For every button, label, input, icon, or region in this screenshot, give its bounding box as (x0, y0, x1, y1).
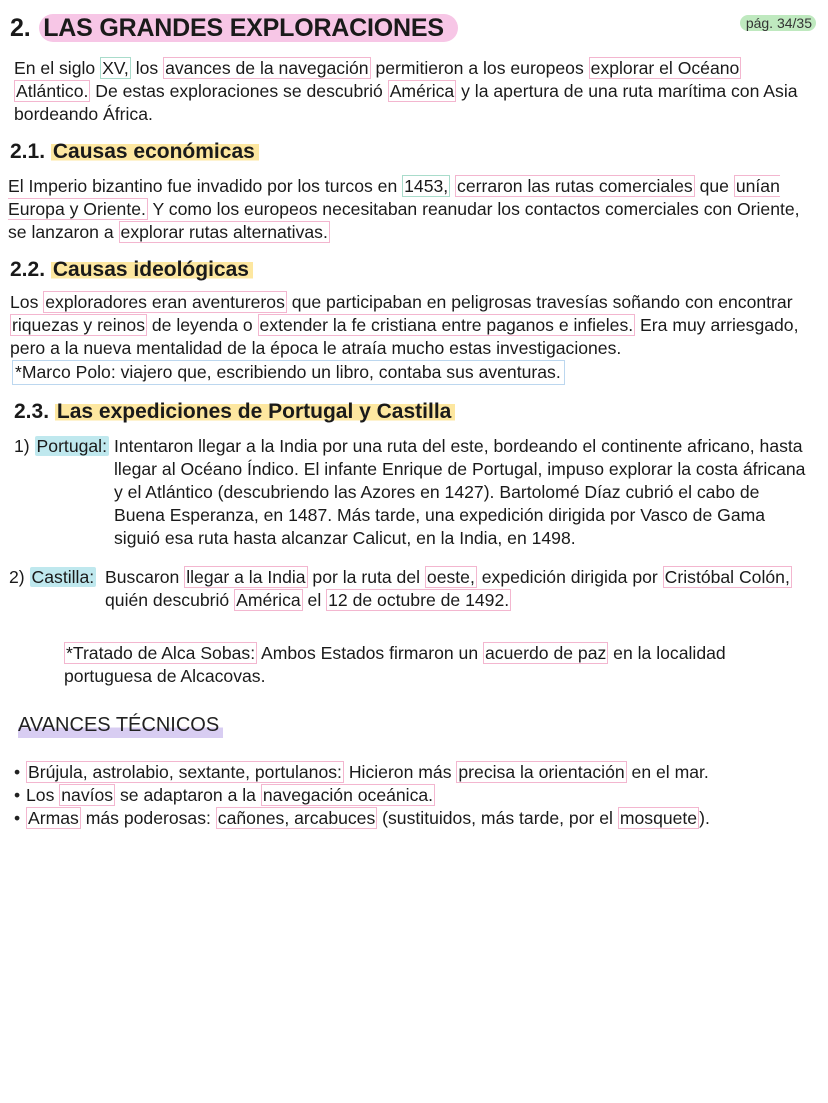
section-2-2-paragraph (10, 291, 820, 385)
keyword-fe-cristiana: extender la fe cristiana entre paganos e infieles. (259, 315, 634, 335)
text: se adaptaron a la (115, 785, 261, 805)
keyword-tratado: *Tratado de Alca Sobas: (66, 643, 256, 663)
castilla-text (105, 566, 805, 612)
portugal-label: Portugal: (36, 436, 107, 456)
section-number: 2.3. (14, 400, 50, 423)
portugal-text: Intentaron llegar a la India por una ruta del este, bordeando el continente africano, hasta llegar al Océano Índico. El infante Enrique de Portugal, impuso explorar la costa áfricana y el Atlántico (descubriendo las Azores en 1427). Bartolomé Díaz cubrió el cabo de Buena Esperanza, en 1487. Más tarde, una expedición dirigida por Vasco de Gama siguió esa ruta hasta alcanzar Calicut, en la India, en 1498. (114, 436, 806, 548)
castilla-item (9, 566, 820, 616)
text: que (694, 176, 734, 196)
section-2-2-heading (10, 256, 253, 284)
keyword-alternativas: explorar rutas alternativas. (120, 222, 328, 242)
title-text: LAS GRANDES EXPLORACIONES (39, 14, 458, 42)
text: permitieron a los europeos (370, 58, 589, 78)
portugal-label-wrap (14, 435, 109, 458)
section-2-1-paragraph (8, 175, 820, 244)
keyword-explorar: explorar el Océano (590, 58, 740, 78)
section-number: 2.1. (10, 140, 46, 163)
text: por la ruta del (307, 567, 425, 587)
keyword-canones: cañones, arcabuces (217, 808, 376, 828)
text: expedición dirigida por (476, 567, 663, 587)
text: en la localidad portuguesa de Alcacovas. (64, 643, 726, 686)
keyword-navegacion: navegación oceánica. (262, 785, 434, 805)
keyword-1453: 1453, (404, 176, 449, 196)
list-item (14, 784, 710, 807)
text: Y como los europeos necesitaban reanudar los contactos comerciales con Oriente, se lanzaron a (8, 199, 800, 242)
text: Los (26, 785, 60, 805)
text: más poderosas: (80, 808, 216, 828)
keyword-america: América (389, 81, 455, 101)
section-2-1-heading (10, 138, 259, 166)
keyword-instrumentos: Brújula, astrolabio, sextante, portulanos: (28, 762, 342, 782)
keyword-atlantico: Atlántico. (16, 81, 89, 101)
text: Los (10, 292, 44, 312)
text: De estas exploraciones se descubrió (90, 81, 388, 101)
text: Hicieron más (343, 762, 457, 782)
text: y la apertura de una ruta marítima con Asia bordeando África. (14, 81, 798, 124)
text: Era muy arriesgado, pero a la nueva mentalidad de la época le atraía mucho estas investigaciones. (10, 315, 799, 358)
text: Ambos Estados firmaron un (257, 643, 483, 663)
text: En el siglo (14, 58, 101, 78)
keyword-armas: Armas (28, 808, 79, 828)
keyword-mosquete: mosquete (619, 808, 698, 828)
text: Buscaron (105, 567, 185, 587)
keyword-colon: Cristóbal Colón, (664, 567, 790, 587)
section-2-3-heading (14, 398, 455, 426)
keyword-acuerdo: acuerdo de paz (485, 643, 607, 663)
keyword-navios: navíos (61, 785, 114, 805)
section-title: Causas económicas (51, 140, 259, 163)
page-title (10, 12, 458, 44)
keyword-india: llegar a la India (186, 567, 306, 587)
text: el (302, 590, 327, 610)
castilla-label-wrap (9, 566, 96, 589)
section-title: Causas ideológicas (51, 258, 253, 281)
title-number: 2. (10, 14, 31, 42)
text: en el mar. (626, 762, 709, 782)
keyword-america: América (236, 590, 301, 610)
text: los (130, 58, 164, 78)
page-number-badge: pág. 34/35 (740, 15, 816, 31)
keyword-europa-oriente: unían Europa y Oriente. (8, 176, 780, 219)
keyword-fecha: 12 de octubre de 1492. (328, 590, 510, 610)
tratado-note (64, 642, 814, 688)
list-item (14, 807, 710, 830)
keyword-siglo: XV, (102, 58, 129, 78)
castilla-label: Castilla: (31, 567, 95, 587)
text: que participaban en peligrosas travesías soñando con encontrar (286, 292, 793, 312)
text: (sustituidos, más tarde, por el (377, 808, 618, 828)
text: quién descubrió (105, 590, 235, 610)
keyword-oeste: oeste, (426, 567, 475, 587)
avances-heading: AVANCES TÉCNICOS (18, 712, 223, 738)
item-number: 2) (9, 567, 30, 587)
text: ). (699, 808, 710, 828)
item-number: 1) (14, 436, 35, 456)
keyword-riquezas: riquezas y reinos (12, 315, 145, 335)
section-number: 2.2. (10, 258, 46, 281)
keyword-orientacion: precisa la orientación (458, 762, 625, 782)
portugal-item (14, 435, 820, 550)
text: de leyenda o (147, 315, 258, 335)
keyword-rutas: cerraron las rutas comerciales (457, 176, 693, 196)
keyword-avances: avances de la navegación (165, 58, 369, 78)
intro-paragraph (14, 57, 820, 126)
section-title: Las expediciones de Portugal y Castilla (55, 400, 455, 423)
text: El Imperio bizantino fue invadido por los turcos en (8, 176, 403, 196)
avances-list (14, 761, 710, 830)
list-item (14, 761, 710, 784)
keyword-exploradores: exploradores eran aventureros (45, 292, 285, 312)
marco-polo-note: *Marco Polo: viajero que, escribiendo un libro, contaba sus aventuras. (12, 360, 565, 385)
